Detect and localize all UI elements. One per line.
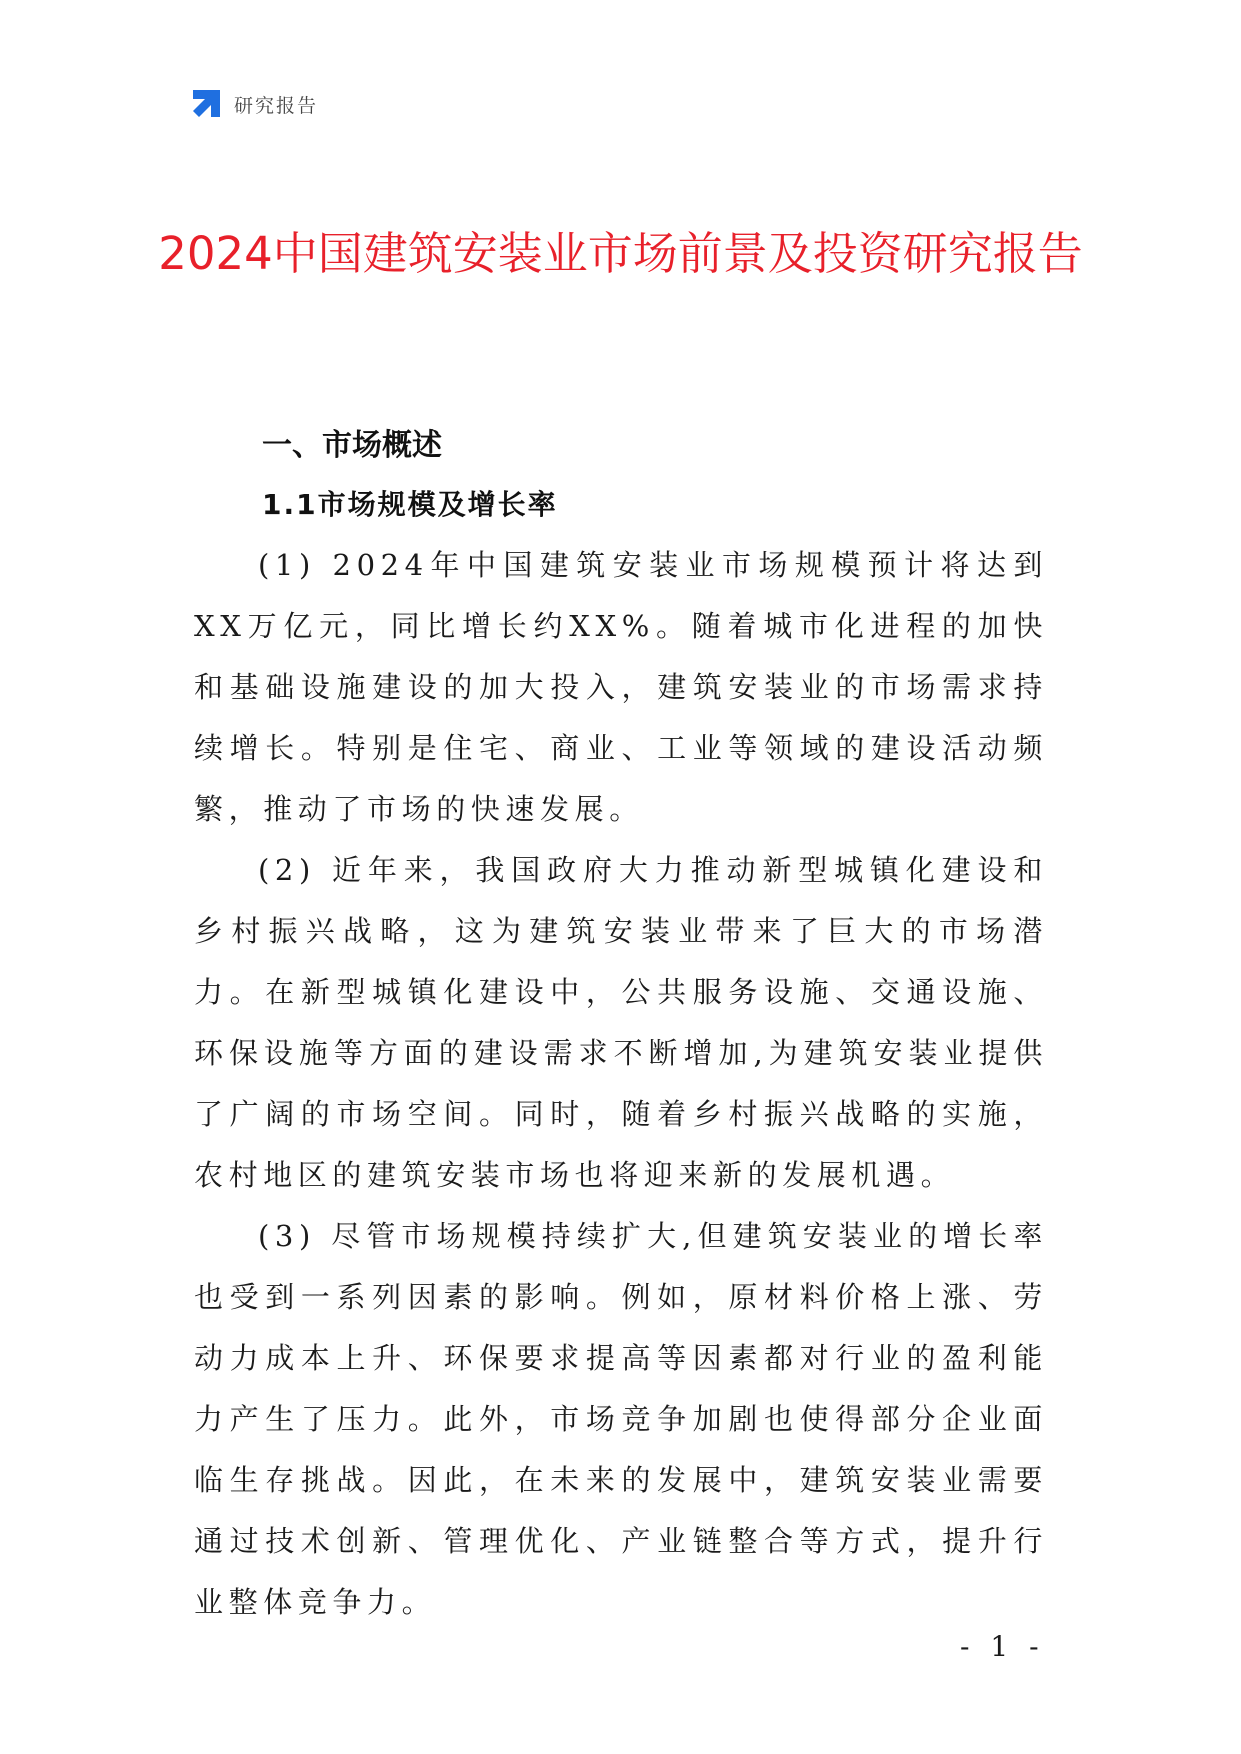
paragraph-2: (2) 近年来，我国政府大力推动新型城镇化建设和乡村振兴战略，这为建筑安装业带来了巨大的市场潜力。在新型城镇化建设中，公共服务设施、交通设施、环保设施等方面的建设需求不断增加,为建筑安装业提供了广阔的市场空间。同时，随着乡村振兴战略的实施，农村地区的建筑安装市场也将迎来新的发展机遇。 bbox=[194, 853, 1048, 1192]
sub-heading: 1.1市场规模及增长率 bbox=[262, 488, 558, 521]
section-heading: 一、市场概述 bbox=[262, 428, 442, 463]
page-number: - 1 - bbox=[960, 1630, 1045, 1663]
arrow-up-right-icon bbox=[190, 88, 222, 120]
body-text bbox=[194, 535, 1048, 1633]
document-title: 2024中国建筑安装业市场前景及投资研究报告 bbox=[158, 227, 1083, 280]
paragraph-3: (3) 尽管市场规模持续扩大,但建筑安装业的增长率也受到一系列因素的影响。例如，原材料价格上涨、劳动力成本上升、环保要求提高等因素都对行业的盈利能力产生了压力。此外，市场竞争加剧也使得部分企业面临生存挑战。因此，在未来的发展中，建筑安装业需要通过技术创新、管理优化、产业链整合等方式，提升行业整体竞争力。 bbox=[194, 1219, 1048, 1619]
report-header bbox=[190, 88, 318, 120]
paragraph-1: (1) 2024年中国建筑安装业市场规模预计将达到XX万亿元，同比增长约XX%。随着城市化进程的加快和基础设施建设的加大投入，建筑安装业的市场需求持续增长。特别是住宅、商业、工业等领域的建设活动频繁，推动了市场的快速发展。 bbox=[194, 548, 1048, 826]
header-label: 研究报告 bbox=[234, 94, 319, 117]
